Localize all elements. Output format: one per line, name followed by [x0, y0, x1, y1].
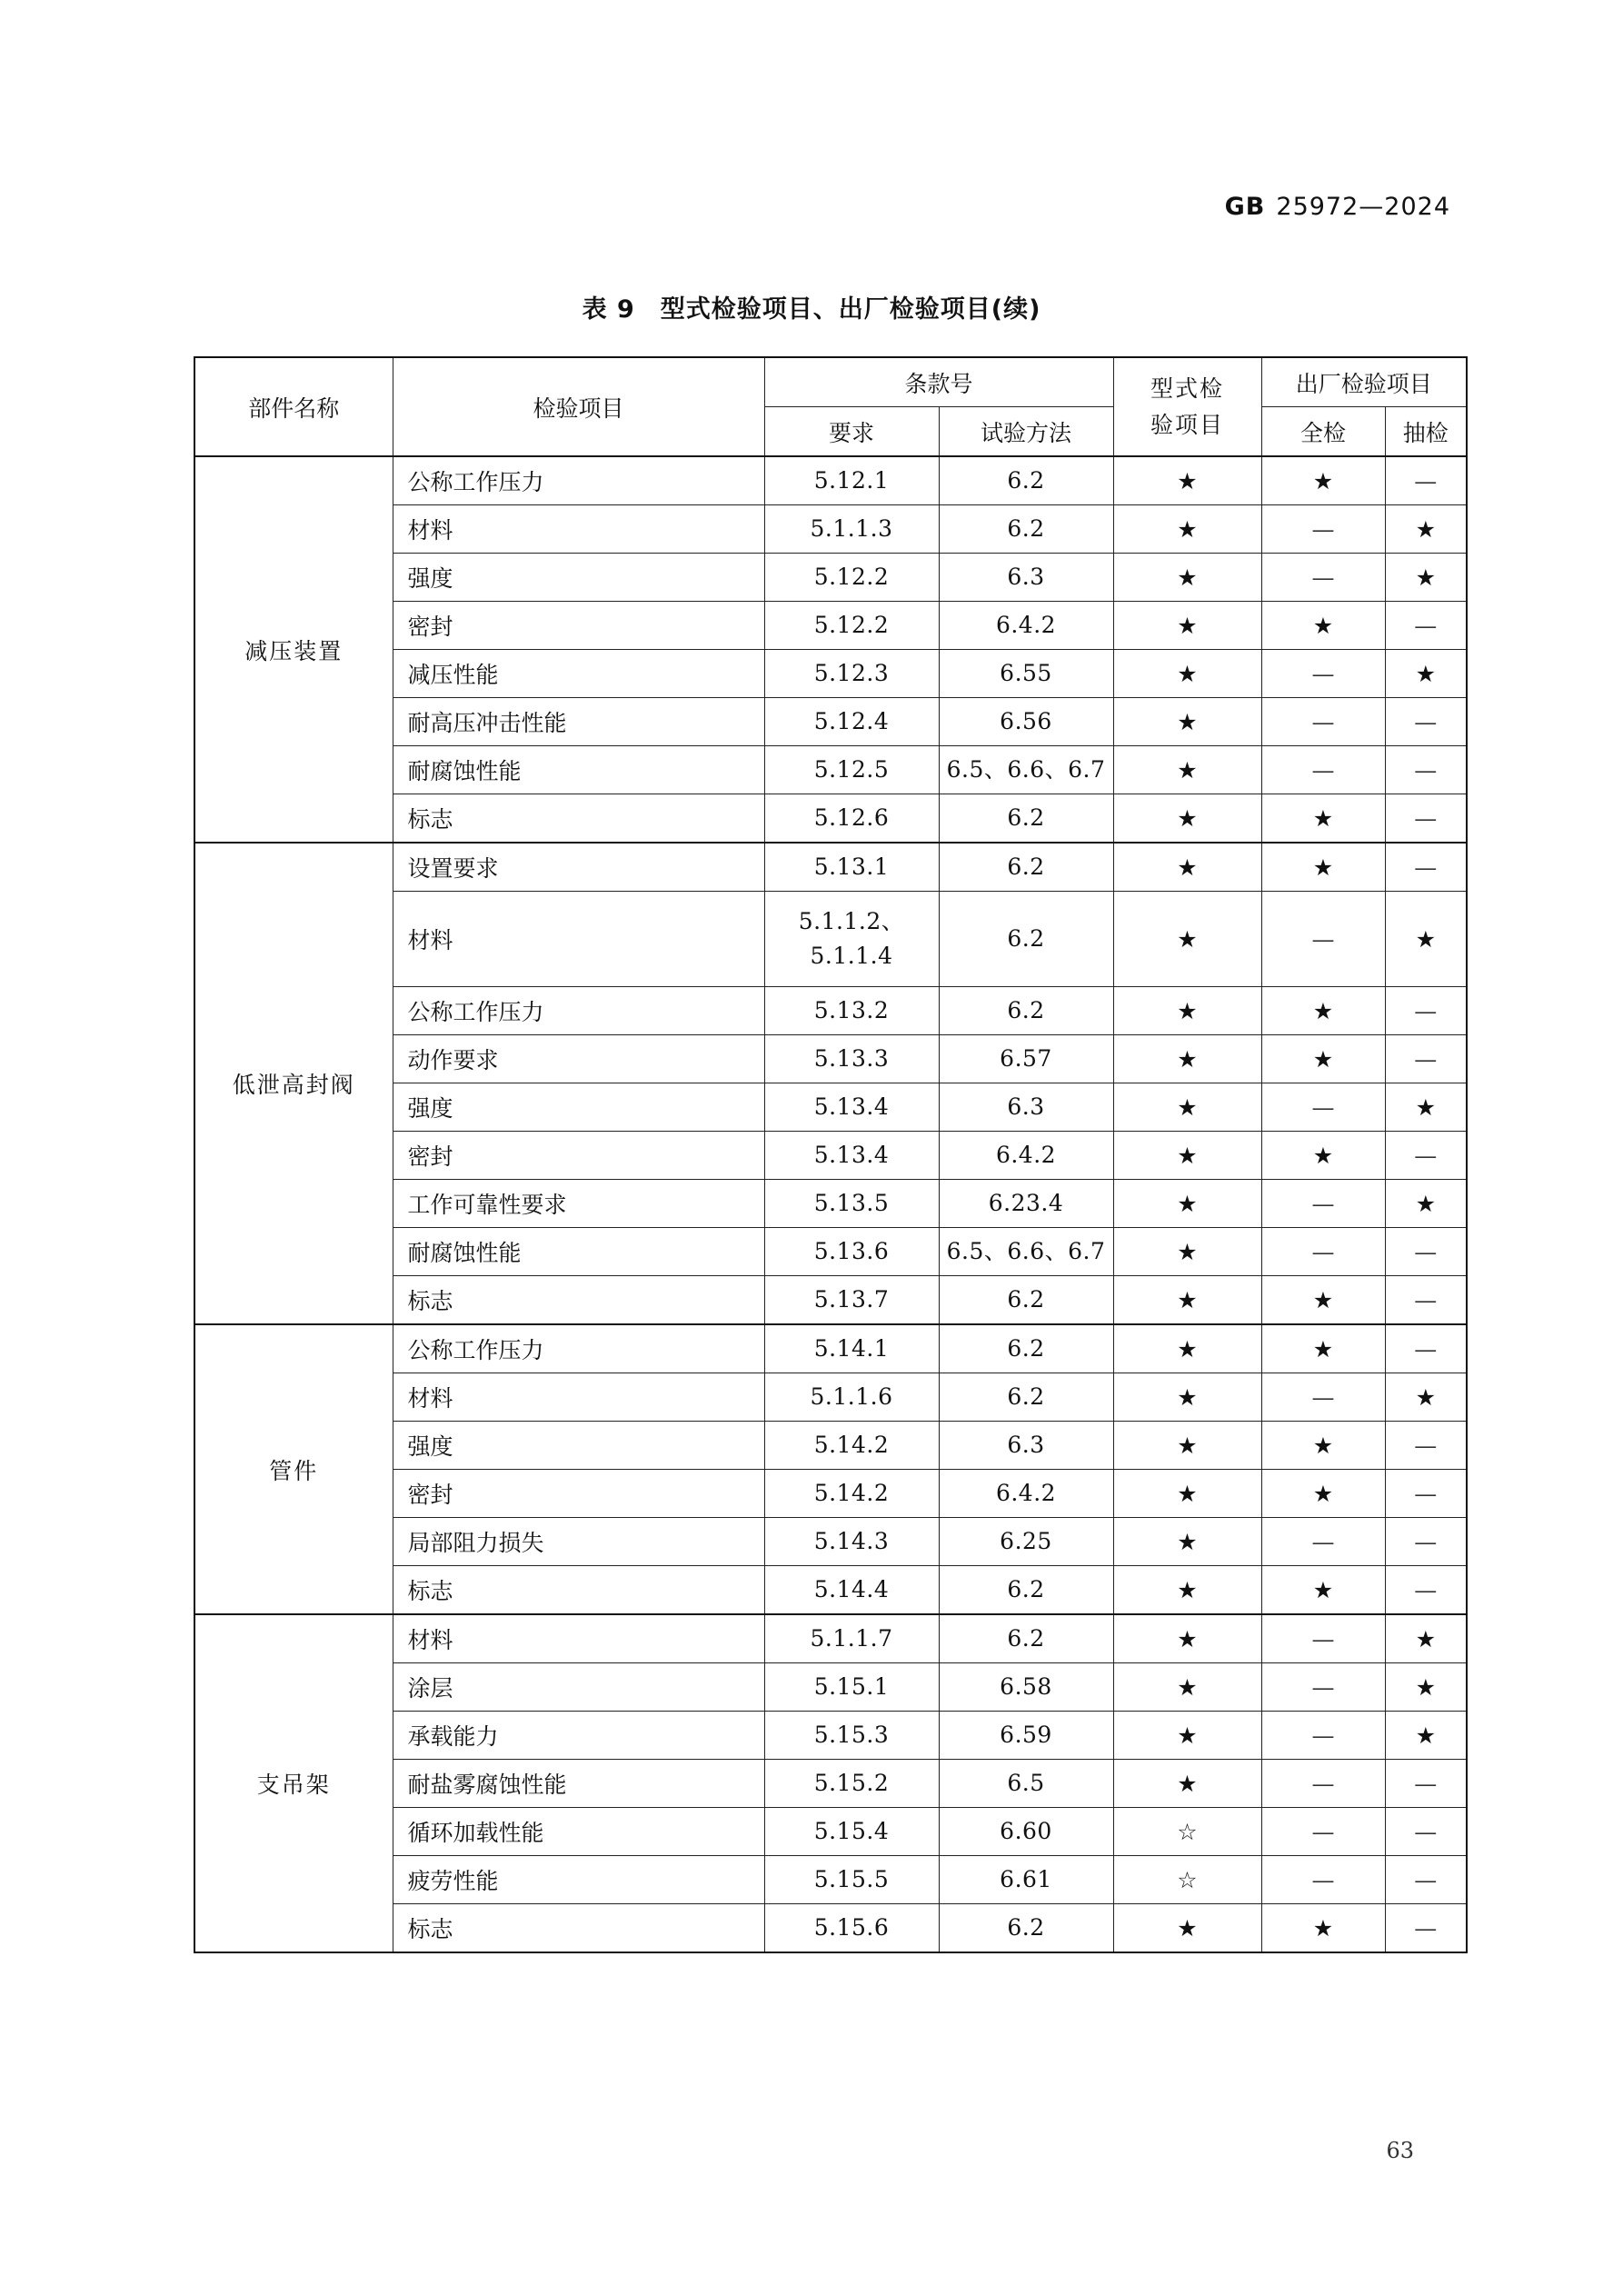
requirement-clause: 5.12.5 [764, 746, 939, 794]
full-check-mark: ★ [1261, 456, 1385, 505]
full-check-mark: — [1261, 505, 1385, 554]
full-check-mark: ★ [1261, 1276, 1385, 1325]
table-row [194, 1614, 1467, 1663]
type-test-mark: ★ [1113, 1228, 1261, 1276]
test-method-clause: 6.2 [939, 505, 1113, 554]
sampling-mark: ★ [1385, 650, 1467, 698]
inspection-item: 工作可靠性要求 [393, 1180, 764, 1228]
table-title [0, 289, 1623, 324]
table-number: 表 9 [582, 295, 635, 324]
inspection-item: 耐腐蚀性能 [393, 746, 764, 794]
requirement-clause: 5.15.3 [764, 1712, 939, 1760]
test-method-clause: 6.2 [939, 1373, 1113, 1422]
sampling-mark: — [1385, 1904, 1467, 1953]
type-test-mark: ★ [1113, 1566, 1261, 1615]
requirement-clause: 5.14.2 [764, 1470, 939, 1518]
test-method-clause: 6.5、6.6、6.7 [939, 1228, 1113, 1276]
test-method-clause: 6.25 [939, 1518, 1113, 1566]
full-check-mark: — [1261, 1614, 1385, 1663]
full-check-mark: ★ [1261, 1422, 1385, 1470]
header-requirement: 要求 [764, 407, 939, 457]
sampling-mark: ★ [1385, 1663, 1467, 1712]
type-test-mark: ★ [1113, 1663, 1261, 1712]
test-method-clause: 6.2 [939, 794, 1113, 844]
table-row [194, 456, 1467, 505]
document-id [1225, 193, 1450, 221]
inspection-item: 强度 [393, 1422, 764, 1470]
type-test-mark: ★ [1113, 456, 1261, 505]
requirement-clause-line: 5.1.1.2、 [798, 908, 905, 934]
full-check-mark: ★ [1261, 987, 1385, 1035]
sampling-mark: — [1385, 1566, 1467, 1615]
requirement-clause: 5.13.6 [764, 1228, 939, 1276]
requirement-clause: 5.14.4 [764, 1566, 939, 1615]
header-sampling: 抽检 [1385, 407, 1467, 457]
inspection-item: 强度 [393, 554, 764, 602]
test-method-clause: 6.2 [939, 1614, 1113, 1663]
test-method-clause: 6.3 [939, 1422, 1113, 1470]
type-test-mark: ★ [1113, 505, 1261, 554]
requirement-clause: 5.13.4 [764, 1132, 939, 1180]
inspection-item: 密封 [393, 1470, 764, 1518]
sampling-mark: — [1385, 746, 1467, 794]
test-method-clause: 6.61 [939, 1856, 1113, 1904]
full-check-mark: ★ [1261, 1470, 1385, 1518]
full-check-mark: — [1261, 1808, 1385, 1856]
full-check-mark: — [1261, 1760, 1385, 1808]
type-test-mark: ★ [1113, 554, 1261, 602]
header-full-check: 全检 [1261, 407, 1385, 457]
inspection-item: 标志 [393, 1276, 764, 1325]
requirement-clause: 5.12.1 [764, 456, 939, 505]
sampling-mark: — [1385, 1132, 1467, 1180]
requirement-clause: 5.1.1.3 [764, 505, 939, 554]
header-component: 部件名称 [194, 357, 393, 456]
test-method-clause: 6.2 [939, 1566, 1113, 1615]
inspection-item: 循环加载性能 [393, 1808, 764, 1856]
requirement-clause: 5.12.4 [764, 698, 939, 746]
full-check-mark: ★ [1261, 1566, 1385, 1615]
type-test-mark: ★ [1113, 843, 1261, 892]
full-check-mark: ★ [1261, 602, 1385, 650]
component-name: 管件 [194, 1324, 393, 1614]
sampling-mark: — [1385, 843, 1467, 892]
requirement-clause: 5.14.2 [764, 1422, 939, 1470]
full-check-mark: — [1261, 1083, 1385, 1132]
table-row [194, 1324, 1467, 1373]
inspection-item: 标志 [393, 1566, 764, 1615]
sampling-mark: — [1385, 602, 1467, 650]
type-test-mark: ★ [1113, 1276, 1261, 1325]
inspection-item: 承载能力 [393, 1712, 764, 1760]
type-test-mark: ★ [1113, 746, 1261, 794]
sampling-mark: ★ [1385, 1712, 1467, 1760]
test-method-clause: 6.58 [939, 1663, 1113, 1712]
requirement-clause: 5.12.3 [764, 650, 939, 698]
sampling-mark: ★ [1385, 505, 1467, 554]
sampling-mark: — [1385, 1324, 1467, 1373]
type-test-mark: ★ [1113, 1132, 1261, 1180]
header-test-method: 试验方法 [939, 407, 1113, 457]
requirement-clause: 5.1.1.6 [764, 1373, 939, 1422]
inspection-item: 涂层 [393, 1663, 764, 1712]
sampling-mark: — [1385, 1276, 1467, 1325]
sampling-mark: — [1385, 1856, 1467, 1904]
inspection-item: 疲劳性能 [393, 1856, 764, 1904]
full-check-mark: ★ [1261, 843, 1385, 892]
type-test-mark: ★ [1113, 1422, 1261, 1470]
test-method-clause: 6.23.4 [939, 1180, 1113, 1228]
type-test-mark: ★ [1113, 1035, 1261, 1083]
type-test-mark: ★ [1113, 1614, 1261, 1663]
requirement-clause-line: 5.1.1.4 [810, 943, 893, 969]
requirement-clause: 5.14.1 [764, 1324, 939, 1373]
test-method-clause: 6.60 [939, 1808, 1113, 1856]
inspection-item: 设置要求 [393, 843, 764, 892]
requirement-clause: 5.15.2 [764, 1760, 939, 1808]
test-method-clause: 6.5、6.6、6.7 [939, 746, 1113, 794]
sampling-mark: ★ [1385, 1614, 1467, 1663]
test-method-clause: 6.2 [939, 892, 1113, 987]
inspection-item: 材料 [393, 892, 764, 987]
inspection-item: 标志 [393, 1904, 764, 1953]
type-test-mark: ★ [1113, 602, 1261, 650]
sampling-mark: ★ [1385, 1373, 1467, 1422]
test-method-clause: 6.59 [939, 1712, 1113, 1760]
requirement-clause [764, 892, 939, 987]
full-check-mark: — [1261, 650, 1385, 698]
header-type-test: 型式检验项目 [1113, 357, 1261, 456]
test-method-clause: 6.2 [939, 1276, 1113, 1325]
component-name: 减压装置 [194, 456, 393, 843]
requirement-clause: 5.13.4 [764, 1083, 939, 1132]
full-check-mark: ★ [1261, 1035, 1385, 1083]
header-item: 检验项目 [393, 357, 764, 456]
test-method-clause: 6.56 [939, 698, 1113, 746]
test-method-clause: 6.2 [939, 456, 1113, 505]
page-number: 63 [1386, 2138, 1414, 2163]
test-method-clause: 6.4.2 [939, 602, 1113, 650]
full-check-mark: ★ [1261, 794, 1385, 844]
full-check-mark: ★ [1261, 1132, 1385, 1180]
sampling-mark: — [1385, 1470, 1467, 1518]
table-header [194, 357, 1467, 456]
full-check-mark: — [1261, 1228, 1385, 1276]
type-test-mark: ☆ [1113, 1808, 1261, 1856]
requirement-clause: 5.12.6 [764, 794, 939, 844]
requirement-clause: 5.15.4 [764, 1808, 939, 1856]
header-factory-test: 出厂检验项目 [1261, 357, 1467, 407]
type-test-mark: ★ [1113, 1470, 1261, 1518]
type-test-mark: ★ [1113, 987, 1261, 1035]
inspection-item: 耐腐蚀性能 [393, 1228, 764, 1276]
sampling-mark: — [1385, 1518, 1467, 1566]
test-method-clause: 6.5 [939, 1760, 1113, 1808]
test-method-clause: 6.3 [939, 554, 1113, 602]
standard-prefix: GB [1224, 193, 1266, 221]
full-check-mark: — [1261, 1663, 1385, 1712]
inspection-item: 公称工作压力 [393, 987, 764, 1035]
requirement-clause: 5.12.2 [764, 554, 939, 602]
table-row [194, 843, 1467, 892]
type-test-mark: ★ [1113, 698, 1261, 746]
table-body [194, 456, 1467, 1952]
type-test-mark: ★ [1113, 1180, 1261, 1228]
table-caption: 型式检验项目、出厂检验项目(续) [660, 295, 1041, 324]
full-check-mark: — [1261, 1712, 1385, 1760]
component-name: 低泄高封阀 [194, 843, 393, 1324]
inspection-item: 标志 [393, 794, 764, 844]
sampling-mark: — [1385, 1422, 1467, 1470]
requirement-clause: 5.13.1 [764, 843, 939, 892]
inspection-item: 密封 [393, 1132, 764, 1180]
requirement-clause: 5.15.1 [764, 1663, 939, 1712]
inspection-item: 材料 [393, 1373, 764, 1422]
test-method-clause: 6.2 [939, 1904, 1113, 1953]
type-test-mark: ★ [1113, 1760, 1261, 1808]
inspection-item: 公称工作压力 [393, 1324, 764, 1373]
inspection-table [194, 356, 1468, 1953]
test-method-clause: 6.2 [939, 1324, 1113, 1373]
inspection-item: 强度 [393, 1083, 764, 1132]
sampling-mark: ★ [1385, 1083, 1467, 1132]
full-check-mark: — [1261, 892, 1385, 987]
full-check-mark: — [1261, 1518, 1385, 1566]
full-check-mark: — [1261, 1373, 1385, 1422]
sampling-mark: — [1385, 987, 1467, 1035]
requirement-clause: 5.13.5 [764, 1180, 939, 1228]
full-check-mark: — [1261, 698, 1385, 746]
test-method-clause: 6.2 [939, 987, 1113, 1035]
full-check-mark: — [1261, 554, 1385, 602]
component-name: 支吊架 [194, 1614, 393, 1952]
standard-number: 25972—2024 [1276, 193, 1450, 221]
type-test-mark: ★ [1113, 1324, 1261, 1373]
inspection-item: 材料 [393, 505, 764, 554]
test-method-clause: 6.4.2 [939, 1470, 1113, 1518]
test-method-clause: 6.2 [939, 843, 1113, 892]
type-test-mark: ★ [1113, 1083, 1261, 1132]
test-method-clause: 6.4.2 [939, 1132, 1113, 1180]
inspection-item: 减压性能 [393, 650, 764, 698]
requirement-clause: 5.13.3 [764, 1035, 939, 1083]
inspection-item: 材料 [393, 1614, 764, 1663]
test-method-clause: 6.3 [939, 1083, 1113, 1132]
inspection-item: 公称工作压力 [393, 456, 764, 505]
test-method-clause: 6.57 [939, 1035, 1113, 1083]
type-test-mark: ★ [1113, 1518, 1261, 1566]
requirement-clause: 5.14.3 [764, 1518, 939, 1566]
inspection-item: 耐盐雾腐蚀性能 [393, 1760, 764, 1808]
sampling-mark: — [1385, 794, 1467, 844]
sampling-mark: — [1385, 1808, 1467, 1856]
type-test-mark: ★ [1113, 794, 1261, 844]
full-check-mark: ★ [1261, 1904, 1385, 1953]
requirement-clause: 5.13.2 [764, 987, 939, 1035]
requirement-clause: 5.1.1.7 [764, 1614, 939, 1663]
requirement-clause: 5.12.2 [764, 602, 939, 650]
sampling-mark: — [1385, 1035, 1467, 1083]
sampling-mark: — [1385, 1760, 1467, 1808]
full-check-mark: ★ [1261, 1324, 1385, 1373]
sampling-mark: — [1385, 456, 1467, 505]
type-test-mark: ★ [1113, 1373, 1261, 1422]
full-check-mark: — [1261, 1856, 1385, 1904]
test-method-clause: 6.55 [939, 650, 1113, 698]
sampling-mark: — [1385, 1228, 1467, 1276]
type-test-mark: ★ [1113, 1712, 1261, 1760]
sampling-mark: ★ [1385, 892, 1467, 987]
type-test-mark: ★ [1113, 1904, 1261, 1953]
full-check-mark: — [1261, 1180, 1385, 1228]
header-clause: 条款号 [764, 357, 1113, 407]
inspection-item: 动作要求 [393, 1035, 764, 1083]
type-test-mark: ☆ [1113, 1856, 1261, 1904]
full-check-mark: — [1261, 746, 1385, 794]
sampling-mark: — [1385, 698, 1467, 746]
inspection-item: 局部阻力损失 [393, 1518, 764, 1566]
inspection-item: 密封 [393, 602, 764, 650]
sampling-mark: ★ [1385, 554, 1467, 602]
inspection-item: 耐高压冲击性能 [393, 698, 764, 746]
type-test-mark: ★ [1113, 650, 1261, 698]
requirement-clause: 5.15.6 [764, 1904, 939, 1953]
requirement-clause: 5.15.5 [764, 1856, 939, 1904]
type-test-mark: ★ [1113, 892, 1261, 987]
requirement-clause: 5.13.7 [764, 1276, 939, 1325]
sampling-mark: ★ [1385, 1180, 1467, 1228]
